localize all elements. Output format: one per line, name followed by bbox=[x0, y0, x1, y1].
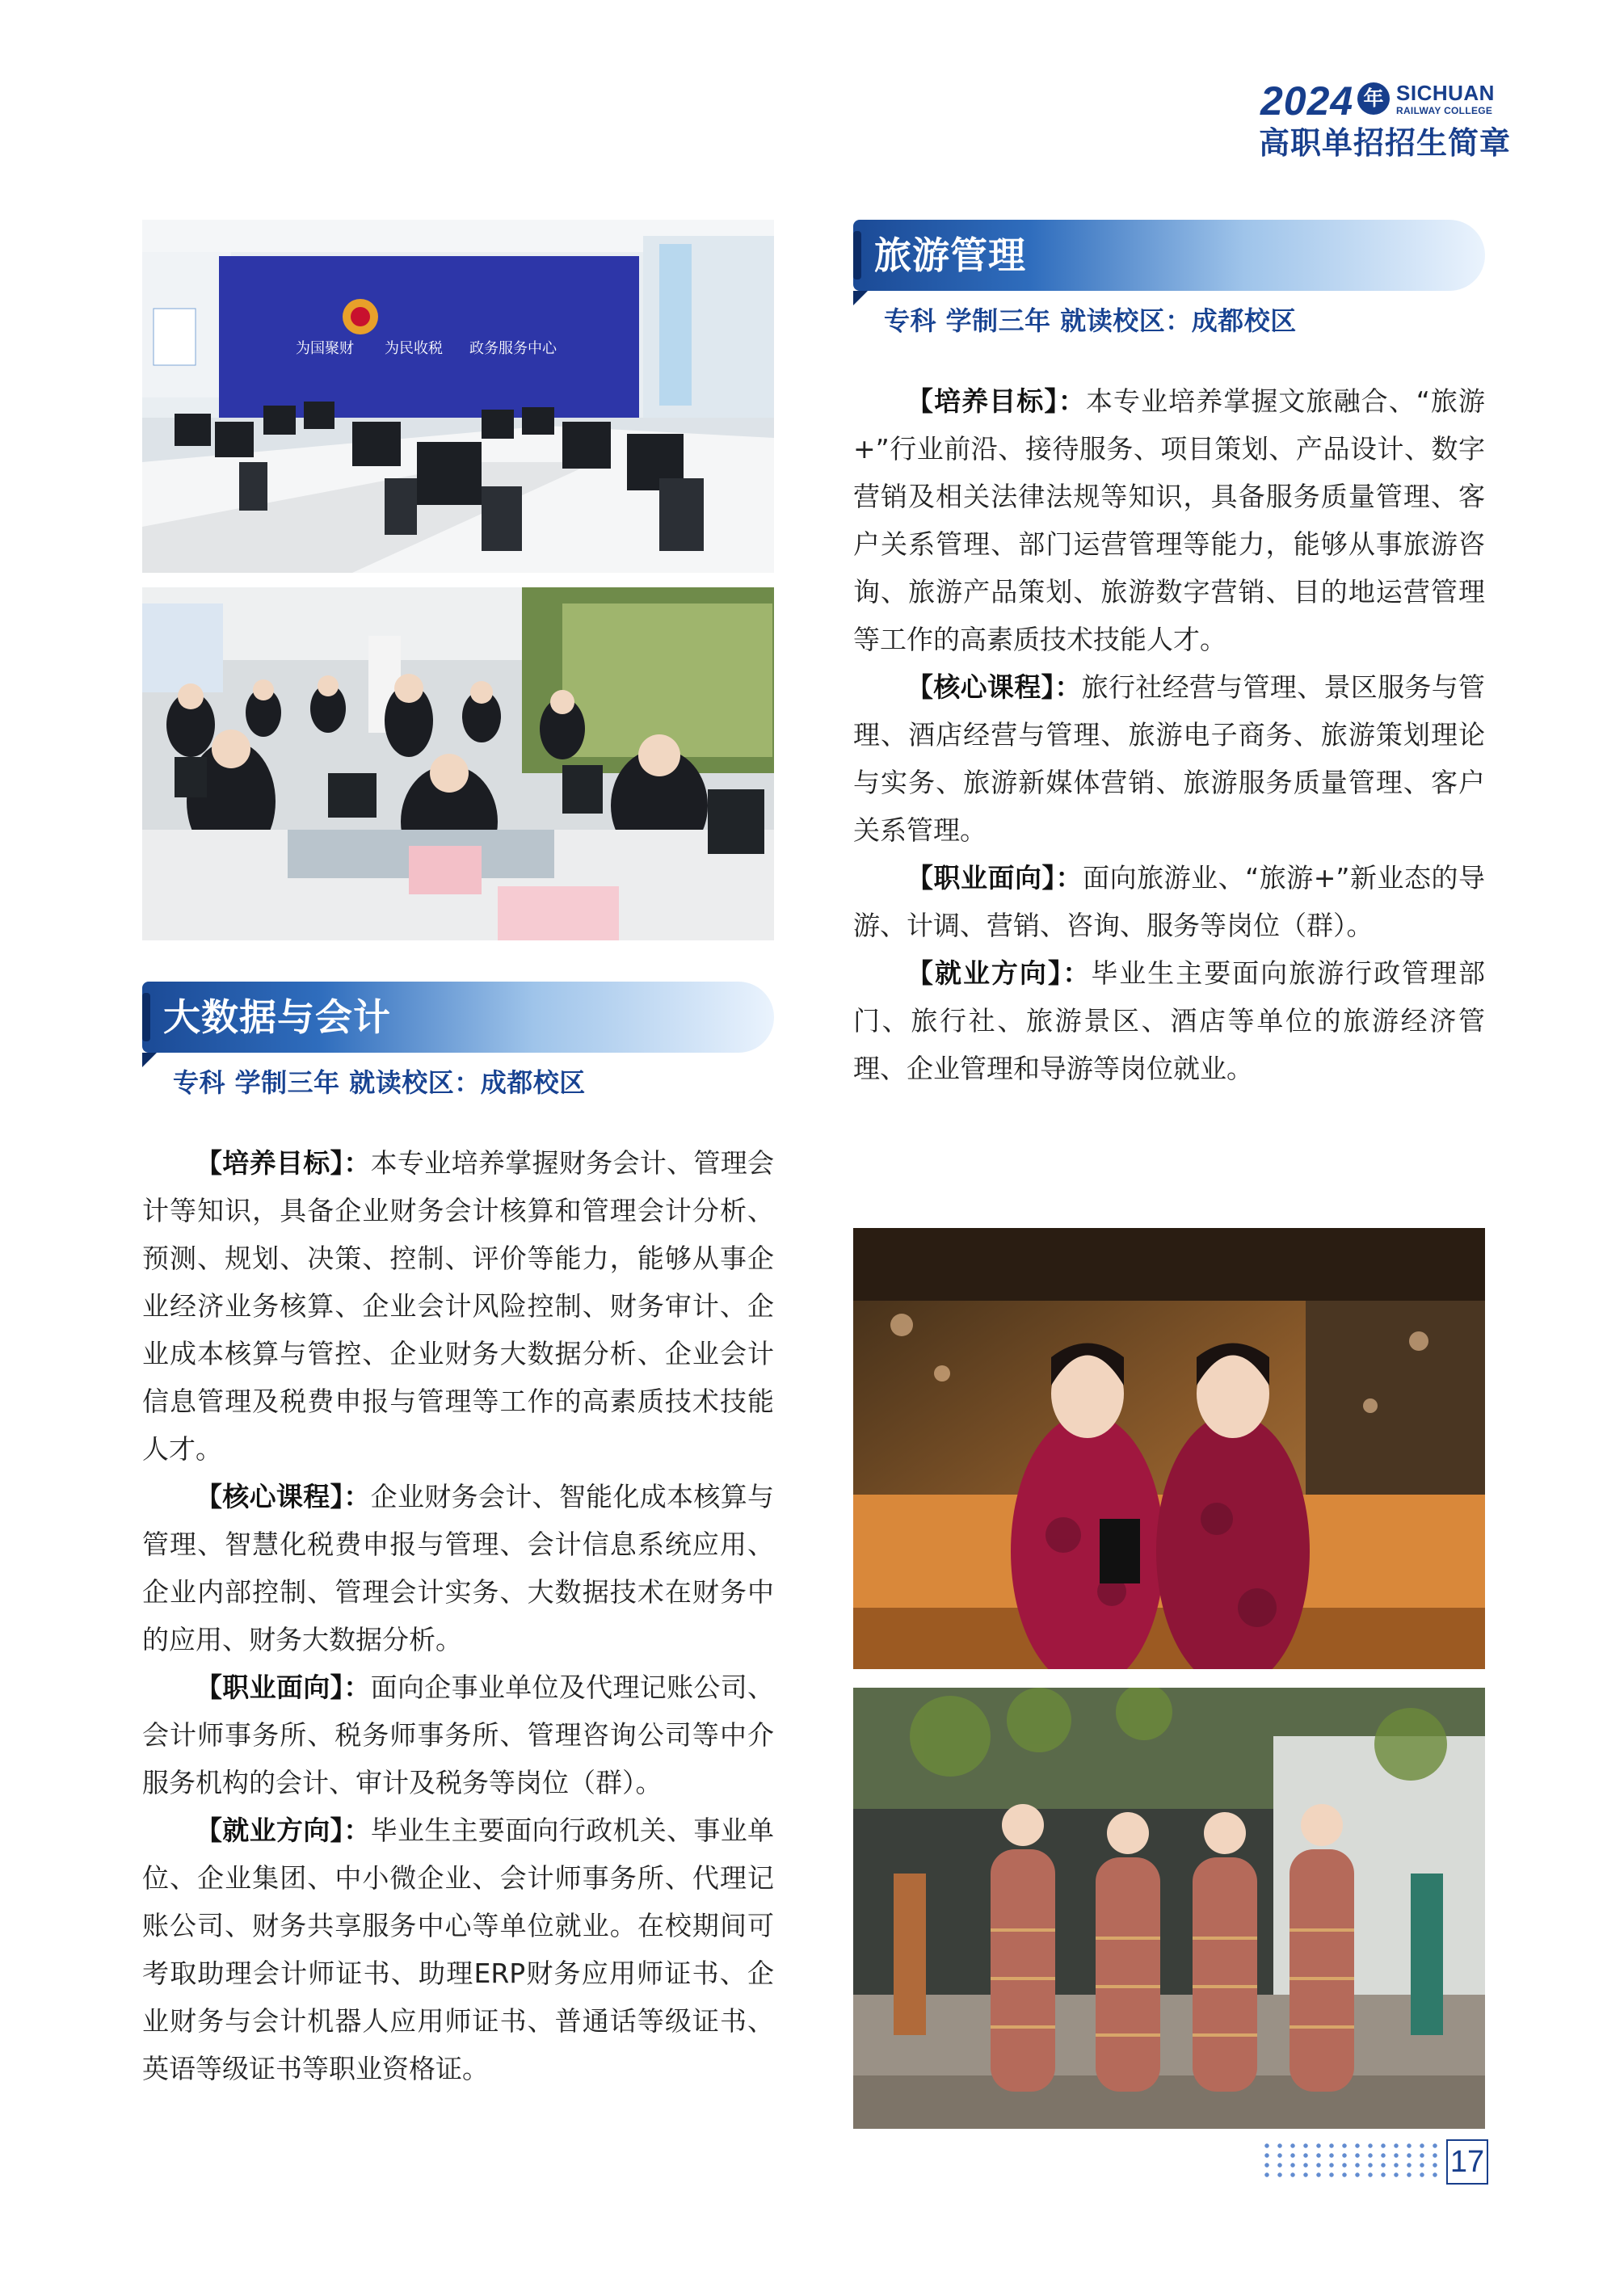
page-number: 17 bbox=[1446, 2139, 1488, 2185]
section-title: 大数据与会计 bbox=[163, 995, 391, 1039]
paragraph-text: 面向企事业单位及代理记账公司、会计师事务所、税务师事务所、管理咨询公司等中介服务机构的会计、审计及税务等岗位（群）。 bbox=[142, 1672, 775, 1798]
decorative-dots bbox=[1260, 2141, 1442, 2181]
heading-accent bbox=[142, 993, 150, 1041]
accounting-training-photo bbox=[142, 587, 774, 940]
tourism-description bbox=[853, 377, 1485, 1092]
paragraph-core-courses bbox=[142, 1473, 774, 1663]
paragraph-training-goal bbox=[142, 1139, 774, 1473]
paragraph-core-courses bbox=[853, 663, 1485, 854]
accounting-description bbox=[142, 1139, 774, 2092]
tourism-performance-photo bbox=[853, 1688, 1485, 2129]
heading-fold-corner bbox=[853, 291, 868, 305]
section-subtitle: 专科 学制三年 就读校区：成都校区 bbox=[884, 305, 1297, 336]
paragraph-career-orientation bbox=[142, 1663, 774, 1806]
paragraph-employment bbox=[142, 1806, 774, 2092]
paragraph-label: 【培养目标】： bbox=[907, 385, 1086, 417]
paragraph-training-goal bbox=[853, 377, 1485, 663]
tourism-hostess-photo bbox=[853, 1228, 1485, 1669]
paragraph-label: 【核心课程】： bbox=[907, 671, 1082, 703]
paragraph-label: 【职业面向】： bbox=[196, 1672, 371, 1703]
paragraph-label: 【就业方向】： bbox=[196, 1815, 371, 1846]
wall-sign-3: 政务服务中心 bbox=[469, 340, 557, 357]
paragraph-text: 旅行社经营与管理、景区服务与管理、酒店经营与管理、旅游电子商务、旅游策划理论与实务、旅游新媒体营销、旅游服务质量管理、客户关系管理。 bbox=[853, 671, 1486, 846]
brochure-brand bbox=[1251, 78, 1512, 161]
section-heading-tourism bbox=[853, 220, 1485, 291]
paragraph-label: 【培养目标】： bbox=[196, 1147, 371, 1179]
heading-accent bbox=[853, 231, 861, 280]
wall-sign-1: 为国聚财 bbox=[296, 340, 354, 357]
paragraph-label: 【职业面向】： bbox=[907, 862, 1083, 894]
paragraph-career-orientation bbox=[853, 854, 1485, 949]
section-title: 旅游管理 bbox=[874, 233, 1026, 277]
brand-school-en-1: SICHUAN bbox=[1396, 81, 1495, 105]
section-subtitle: 专科 学制三年 就读校区：成都校区 bbox=[173, 1067, 586, 1098]
brochure-title: 高职单招招生简章 bbox=[1259, 125, 1512, 161]
paragraph-employment bbox=[853, 949, 1485, 1092]
heading-fold-corner bbox=[142, 1053, 157, 1067]
paragraph-text: 面向旅游业、“旅游+”新业态的导游、计调、营销、咨询、服务等岗位（群）。 bbox=[853, 862, 1486, 941]
accounting-lab-photo bbox=[142, 220, 774, 573]
paragraph-label: 【就业方向】： bbox=[907, 957, 1092, 989]
paragraph-label: 【核心课程】： bbox=[196, 1481, 371, 1512]
paragraph-text: 毕业生主要面向旅游行政管理部门、旅行社、旅游景区、酒店等单位的旅游经济管理、企业管理和导游等岗位就业。 bbox=[853, 957, 1486, 1084]
brand-school-en-2: RAILWAY COLLEGE bbox=[1396, 105, 1493, 116]
paragraph-text: 企业财务会计、智能化成本核算与管理、智慧化税费申报与管理、会计信息系统应用、企业内部控制、管理会计实务、大数据技术在财务中的应用、财务大数据分析。 bbox=[142, 1481, 775, 1655]
brand-year: 2024 bbox=[1260, 78, 1354, 124]
brand-year-suffix: 年 bbox=[1357, 82, 1390, 115]
paragraph-text: 本专业培养掌握文旅融合、“旅游+”行业前沿、接待服务、项目策划、产品设计、数字营销及相关法律法规等知识，具备服务质量管理、客户关系管理、部门运营管理等能力，能够从事旅游咨询、旅游产品策划、旅游数字营销、目的地运营管理等工作的高素质技术技能人才。 bbox=[853, 385, 1485, 655]
wall-sign-2: 为民收税 bbox=[385, 340, 443, 357]
paragraph-text: 本专业培养掌握财务会计、管理会计等知识，具备企业财务会计核算和管理会计分析、预测、规划、决策、控制、评价等能力，能够从事企业经济业务核算、企业会计风险控制、财务审计、企业成本核算与管控、企业财务大数据分析、企业会计信息管理及税费申报与管理等工作的高素质技术技能人才。 bbox=[142, 1147, 775, 1465]
section-heading-accounting bbox=[142, 982, 774, 1053]
paragraph-text: 毕业生主要面向行政机关、事业单位、企业集团、中小微企业、会计师事务所、代理记账公司、财务共享服务中心等单位就业。在校期间可考取助理会计师证书、助理ERP财务应用师证书、企业财务与会计机器人应用师证书、普通话等级证书、英语等级证书等职业资格证。 bbox=[142, 1815, 775, 2084]
